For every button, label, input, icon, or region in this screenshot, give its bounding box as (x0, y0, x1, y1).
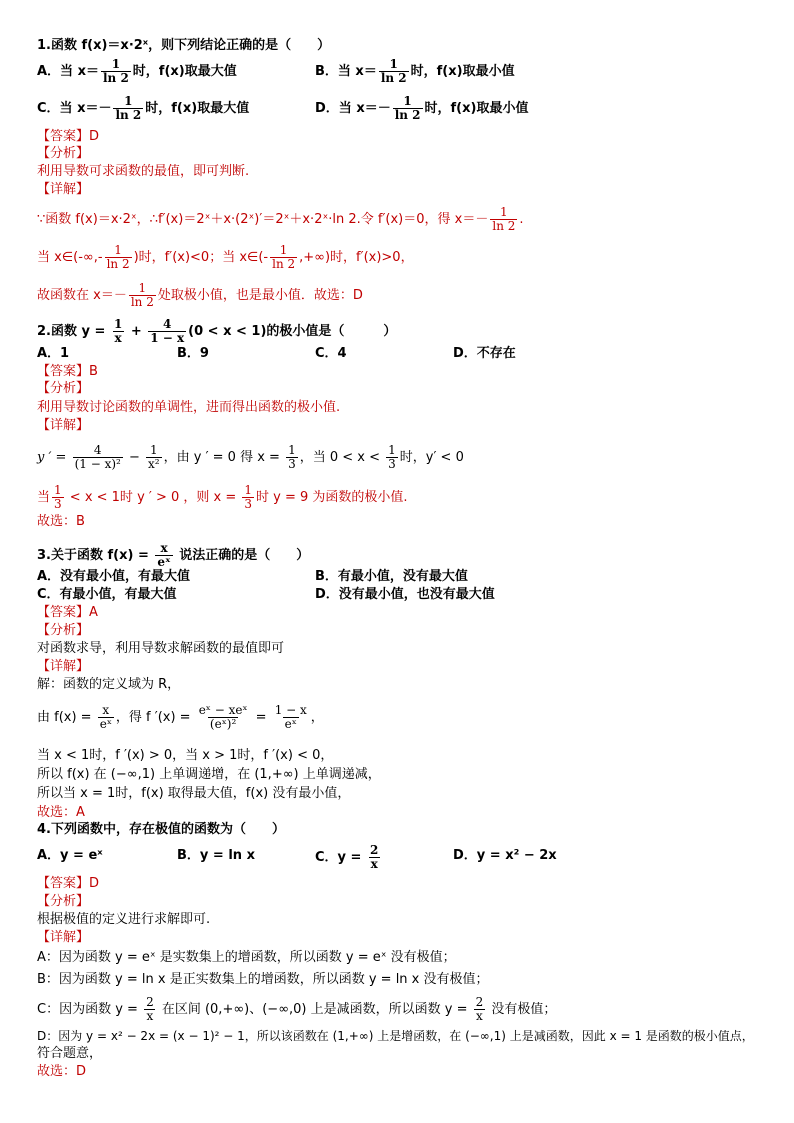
q4-answer: 【答案】D (37, 876, 100, 891)
q1-option-a-pre: A．当 x＝ (37, 64, 99, 79)
q2-option-d: D．不存在 (453, 346, 516, 361)
q1-option-d-post: 时，f(x)取最小值 (424, 101, 529, 116)
q1-option-b (315, 58, 515, 85)
q2-option-c: C．4 (315, 346, 347, 361)
q4-option-a: A．y = eˣ (37, 848, 103, 863)
q4-detail-a: A：因为函数 y = eˣ 是实数集上的增函数，所以函数 y = eˣ 没有极值； (37, 950, 456, 965)
q3-answer: 【答案】A (37, 605, 98, 620)
q2-stem: 2.函数 y = $\frac{1}{x}$ + $\frac{4}{1 - x}$ (0 < x < 1)的极小值是（ ） (37, 317, 397, 345)
q3-detail-line-3: 当 x < 1时，f ′(x) > 0，当 x > 1时，f ′(x) < 0， (37, 748, 334, 763)
q3-option-b: B．有最小值，没有最大值 (315, 569, 468, 584)
q1-stem: 1.函数 f(x)＝x·2ˣ，则下列结论正确的是（ ） (37, 38, 331, 53)
q4-stem: 4.下列函数中，存在极值的函数为（ ） (37, 822, 285, 837)
q2-detail-tag: 【详解】 (37, 418, 90, 433)
q2-choose: 故选：B (37, 514, 85, 529)
q3-detail-line-1: 解：函数的定义域为 R， (37, 677, 181, 692)
q3-detail-line-5: 所以当 x = 1时，f(x) 取得最大值，f(x) 没有最小值， (37, 786, 351, 801)
q1-analysis-tag: 【分析】 (37, 146, 90, 161)
q1-option-c (37, 95, 249, 122)
q1-option-a (37, 58, 237, 85)
q2-analysis-tag: 【分析】 (37, 381, 90, 396)
q1-detail-line-1: ∵函数 f(x)＝x·2ˣ，∴f′(x)＝2ˣ＋x·(2ˣ)′＝2ˣ＋x·2ˣ·ln 2.令 f′(x)＝0，得 x＝－ $\frac{1}{\ln 2}$ . (37, 205, 524, 233)
q1-option-a-frac: $\frac{1}{\ln 2}$ (102, 57, 129, 85)
q2-option-b: B．9 (177, 346, 209, 361)
q2-analysis: 利用导数讨论函数的单调性，进而得出函数的极小值. (37, 400, 341, 415)
q4-detail-d-2: 符合题意， (37, 1046, 103, 1061)
q1-answer: 【答案】D (37, 129, 100, 144)
q2-detail-line-2: 当 $\frac{1}{3}$ < x < 1时 y ′ > 0 ，则 x = $\frac{1}{3}$ 时 y = 9 为函数的极小值. (37, 483, 408, 511)
q1-option-c-post: 时，f(x)取最大值 (145, 101, 250, 116)
q3-detail-line-4: 所以 f(x) 在 (−∞,1) 上单调递增，在 (1,+∞) 上单调递减， (37, 767, 381, 782)
q4-detail-d-1: D：因为 y = x² − 2x = (x − 1)² − 1，所以该函数在 (1,+∞) 上是增函数，在 (−∞,1) 上是减函数，因此 x = 1 是函数的极小值点， (37, 1029, 754, 1043)
q1-analysis: 利用导数可求函数的最值，即可判断. (37, 164, 250, 179)
q3-choose: 故选：A (37, 805, 85, 820)
q3-detail-tag: 【详解】 (37, 659, 90, 674)
q3-stem: 3.关于函数 f(x) = $\frac{x}{\text{eˣ}}$ 说法正确的是（ ） (37, 541, 310, 569)
q4-option-b: B．y = ln x (177, 848, 255, 863)
q4-option-c: C．y = $\frac{2}{x}$ (315, 843, 379, 871)
q2-option-a: A．1 (37, 346, 70, 361)
q4-analysis-tag: 【分析】 (37, 894, 90, 909)
q2-detail-line-1: y ′ = $\frac{4}{\text{(1 − x)²}}$ − $\frac{1}{\text{x²}}$ ，由 y ′ = 0 得 x = $\frac{1}{3}$ ，当 0 < x < $\frac{1}{3}$ 时，y′ < 0 (37, 443, 464, 471)
q1-option-b-pre: B．当 x＝ (315, 64, 377, 79)
q1-option-b-frac: $\frac{1}{\ln 2}$ (380, 57, 407, 85)
q2-answer: 【答案】B (37, 364, 98, 379)
q1-option-d-frac: $\frac{1}{\ln 2}$ (394, 94, 421, 122)
q3-option-d: D．没有最小值，也没有最大值 (315, 587, 495, 602)
q4-analysis: 根据极值的定义进行求解即可. (37, 912, 211, 927)
q1-detail-line-3: 故函数在 x＝－ $\frac{1}{\ln 2}$ 处取极小值，也是最小值．故选：D (37, 281, 363, 309)
q3-option-c: C．有最小值，有最大值 (37, 587, 177, 602)
q3-detail-line-2: 由 f(x) = $\frac{x}{\text{eˣ}}$ ，得 f ′(x) = $\frac{\text{eˣ − xeˣ}}{\text{(eˣ)²}}$ = $\frac{1 - x}{\text{eˣ}}$ ， (37, 703, 324, 731)
q4-choose: 故选：D (37, 1064, 87, 1079)
q1-option-a-post: 时，f(x)取最大值 (132, 64, 237, 79)
q4-detail-b: B：因为函数 y = ln x 是正实数集上的增函数，所以函数 y = ln x 没有极值； (37, 972, 489, 987)
q1-detail-line-2: 当 x∈(-∞,- $\frac{1}{\ln 2}$ )时，f′(x)<0；当 x∈(- $\frac{1}{\ln 2}$ ,+∞)时，f′(x)>0， (37, 243, 414, 271)
q4-detail-tag: 【详解】 (37, 930, 90, 945)
q3-analysis: 对函数求导，利用导数求解函数的最值即可 (37, 641, 285, 656)
q1-option-b-post: 时，f(x)取最小值 (410, 64, 515, 79)
q1-detail-tag: 【详解】 (37, 182, 90, 197)
q1-option-c-pre: C．当 x＝－ (37, 101, 112, 116)
q3-analysis-tag: 【分析】 (37, 623, 90, 638)
q4-detail-c: C：因为函数 y = $\frac{2}{x}$ 在区间 (0,+∞)、(−∞,0) 上是减函数，所以函数 y = $\frac{2}{x}$ 没有极值； (37, 995, 557, 1023)
q1-option-c-frac: $\frac{1}{\ln 2}$ (115, 94, 142, 122)
q4-option-d: D．y = x² − 2x (453, 848, 557, 863)
q1-option-d (315, 95, 528, 122)
q3-option-a: A．没有最小值，有最大值 (37, 569, 191, 584)
q1-option-d-pre: D．当 x＝－ (315, 101, 391, 116)
